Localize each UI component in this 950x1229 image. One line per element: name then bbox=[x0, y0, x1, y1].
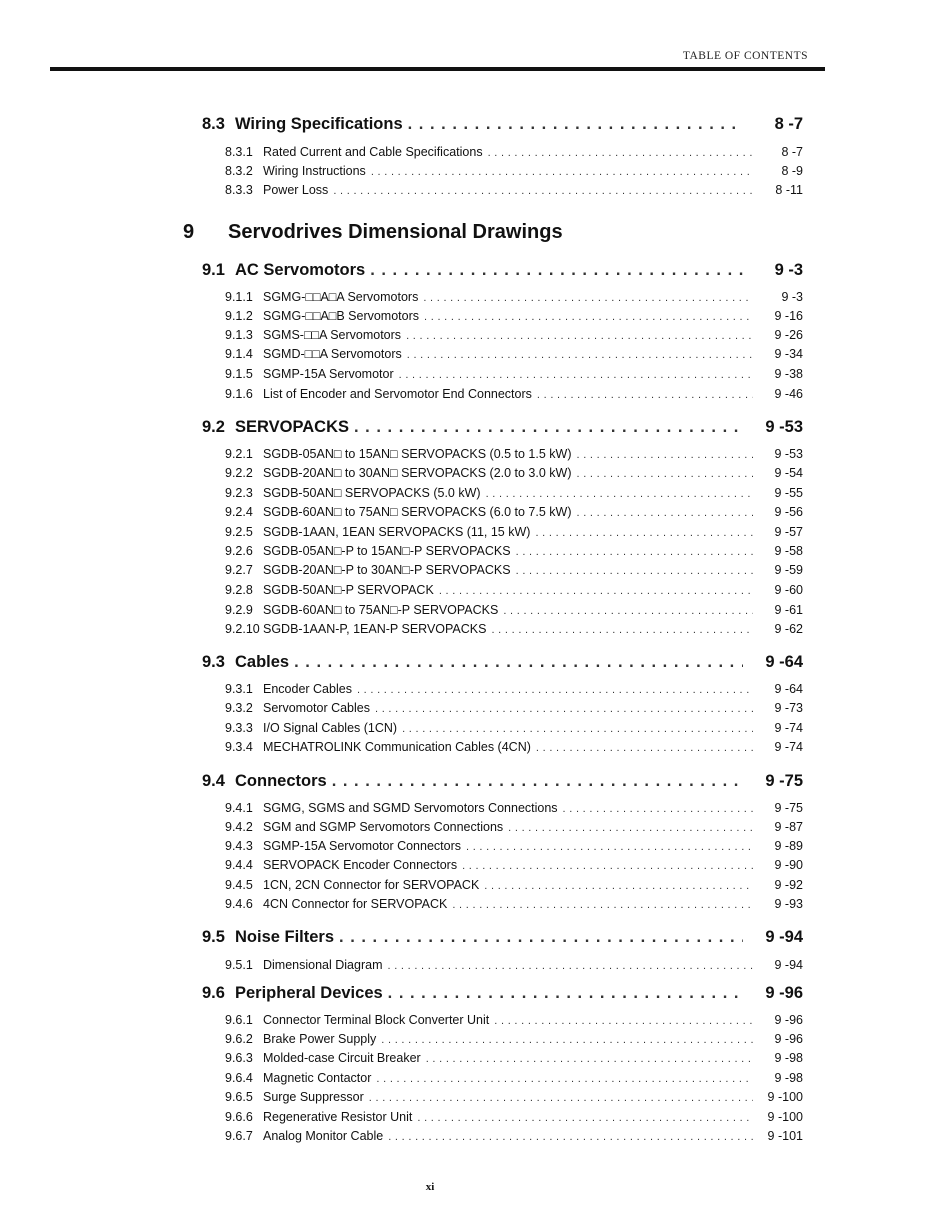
toc-entry-label: SGDB-50AN□ SERVOPACKS (5.0 kW) bbox=[263, 486, 481, 500]
toc-entry-page: 9 -53 bbox=[774, 447, 803, 461]
toc-entry-number: 9.3 bbox=[202, 653, 225, 671]
toc-subsection-entry bbox=[225, 1110, 803, 1124]
toc-entry-page: 9 -75 bbox=[765, 772, 803, 790]
dot-leader bbox=[424, 311, 753, 323]
dot-leader bbox=[577, 449, 754, 461]
toc-subsection-entry bbox=[225, 682, 803, 696]
toc-entry-title bbox=[225, 1090, 369, 1104]
toc-entry-number: 9.6.3 bbox=[225, 1051, 253, 1065]
toc-entry-number: 9.3.3 bbox=[225, 721, 253, 735]
dot-leader bbox=[339, 928, 743, 947]
dot-leader bbox=[426, 1053, 753, 1065]
toc-entry-label: SGMG, SGMS and SGMD Servomotors Connections bbox=[263, 801, 558, 815]
toc-entry-title bbox=[225, 1071, 376, 1085]
dot-leader bbox=[357, 684, 753, 696]
toc-entry-label: SGDB-20AN□ to 30AN□ SERVOPACKS (2.0 to 3.0 kW) bbox=[263, 466, 572, 480]
toc-entry-label: Noise Filters bbox=[235, 928, 335, 946]
toc-entry-number: 9.4.6 bbox=[225, 897, 253, 911]
toc-entry-page: 8 -9 bbox=[781, 164, 803, 178]
toc-entry-label: Brake Power Supply bbox=[263, 1032, 377, 1046]
toc-section-entry bbox=[202, 928, 803, 947]
toc-entry-title bbox=[225, 1013, 494, 1027]
toc-entry-page: 9 -100 bbox=[767, 1110, 803, 1124]
toc-entry-number: 9.4 bbox=[202, 772, 225, 790]
toc-subsection-entry bbox=[225, 387, 803, 401]
toc-subsection-entry bbox=[225, 183, 803, 197]
toc-entry-page: 9 -54 bbox=[774, 466, 803, 480]
toc-entry-label: MECHATROLINK Communication Cables (4CN) bbox=[263, 740, 531, 754]
toc-entry-page: 9 -92 bbox=[774, 878, 803, 892]
dot-leader bbox=[462, 860, 753, 872]
toc-subsection-entry bbox=[225, 1051, 803, 1065]
toc-entry-number: 9.4.4 bbox=[225, 858, 253, 872]
toc-subsection-entry bbox=[225, 1129, 803, 1143]
dot-leader bbox=[536, 742, 753, 754]
toc-entry-number: 9.2 bbox=[202, 418, 225, 436]
toc-entry-title bbox=[225, 839, 466, 853]
toc-subsection-entry bbox=[225, 466, 803, 480]
running-header: TABLE OF CONTENTS bbox=[682, 50, 808, 62]
toc-entry-label: Surge Suppressor bbox=[263, 1090, 364, 1104]
toc-entry-page: 9 -94 bbox=[774, 958, 803, 972]
toc-entry-title bbox=[202, 772, 332, 791]
toc-entry-page: 9 -96 bbox=[774, 1032, 803, 1046]
toc-entry-page: 9 -3 bbox=[774, 261, 803, 279]
toc-entry-page: 9 -57 bbox=[774, 525, 803, 539]
toc-entry-page: 9 -94 bbox=[765, 928, 803, 946]
toc-entry-number: 8.3.2 bbox=[225, 164, 253, 178]
toc-entry-label: SGDB-60AN□ to 75AN□ SERVOPACKS (6.0 to 7.5 kW) bbox=[263, 505, 572, 519]
toc-entry-label: Encoder Cables bbox=[263, 682, 352, 696]
toc-entry-number: 9.4.3 bbox=[225, 839, 253, 853]
toc-entry-page: 9 -34 bbox=[774, 347, 803, 361]
dot-leader bbox=[333, 185, 753, 197]
toc-entry-number: 9.6.1 bbox=[225, 1013, 253, 1027]
toc-subsection-entry bbox=[225, 1071, 803, 1085]
toc-subsection-entry bbox=[225, 290, 803, 304]
toc-entry-label: Connector Terminal Block Converter Unit bbox=[263, 1013, 490, 1027]
toc-entry-page: 9 -26 bbox=[774, 328, 803, 342]
dot-leader bbox=[494, 1015, 753, 1027]
toc-entry-number: 9.6.5 bbox=[225, 1090, 253, 1104]
header-rule bbox=[50, 67, 825, 71]
toc-entry-title bbox=[225, 164, 371, 178]
toc-entry-label: Peripheral Devices bbox=[235, 984, 383, 1002]
toc-subsection-entry bbox=[225, 897, 803, 911]
toc-subsection-entry bbox=[225, 1090, 803, 1104]
dot-leader bbox=[375, 703, 753, 715]
toc-entry-title bbox=[225, 347, 407, 361]
page-number: xi bbox=[425, 1181, 435, 1193]
toc-entry-title bbox=[225, 858, 462, 872]
toc-entry-title bbox=[225, 1129, 388, 1143]
toc-entry-title bbox=[225, 603, 503, 617]
toc-entry-number: 9.1.4 bbox=[225, 347, 253, 361]
dot-leader bbox=[332, 772, 743, 791]
toc-entry-title bbox=[202, 261, 370, 280]
dot-leader bbox=[388, 1131, 753, 1143]
toc-subsection-entry bbox=[225, 164, 803, 178]
toc-entry-number: 9.4.2 bbox=[225, 820, 253, 834]
toc-entry-page: 9 -53 bbox=[765, 418, 803, 436]
dot-leader bbox=[408, 115, 743, 134]
toc-entry-page: 9 -56 bbox=[774, 505, 803, 519]
toc-subsection-entry bbox=[225, 525, 803, 539]
toc-subsection-entry bbox=[225, 145, 803, 159]
toc-entry-title bbox=[225, 486, 486, 500]
dot-leader bbox=[402, 723, 753, 735]
toc-entry-label: SGMD-□□A Servomotors bbox=[263, 347, 402, 361]
toc-entry-page: 9 -62 bbox=[774, 622, 803, 636]
toc-subsection-entry bbox=[225, 544, 803, 558]
dot-leader bbox=[577, 507, 754, 519]
toc-entry-page: 9 -3 bbox=[781, 290, 803, 304]
dot-leader bbox=[491, 624, 753, 636]
toc-entry-page: 9 -58 bbox=[774, 544, 803, 558]
dot-leader bbox=[354, 418, 743, 437]
toc-entry-title bbox=[225, 958, 388, 972]
dot-leader bbox=[376, 1073, 753, 1085]
toc-entry-page: 9 -73 bbox=[774, 701, 803, 715]
dot-leader bbox=[484, 880, 753, 892]
dot-leader bbox=[516, 546, 753, 558]
toc-entry-label: SGDB-05AN□ to 15AN□ SERVOPACKS (0.5 to 1.5 kW) bbox=[263, 447, 572, 461]
toc-entry-label: Cables bbox=[235, 653, 290, 671]
toc-entry-page: 8 -11 bbox=[775, 183, 803, 197]
toc-subsection-entry bbox=[225, 505, 803, 519]
toc-entry-title bbox=[202, 928, 339, 947]
toc-entry-page: 9 -98 bbox=[774, 1051, 803, 1065]
toc-entry-number: 9.2.10 bbox=[225, 622, 260, 636]
toc-subsection-entry bbox=[225, 721, 803, 735]
dot-leader bbox=[439, 585, 753, 597]
dot-leader bbox=[503, 605, 753, 617]
dot-leader bbox=[399, 369, 753, 381]
toc-entry-title bbox=[202, 115, 408, 134]
toc-entry-number: 9.2.9 bbox=[225, 603, 253, 617]
chapter-heading bbox=[183, 221, 563, 244]
toc-entry-page: 9 -89 bbox=[774, 839, 803, 853]
toc-subsection-entry bbox=[225, 622, 803, 636]
dot-leader bbox=[423, 292, 753, 304]
toc-entry-title bbox=[225, 801, 563, 815]
toc-entry-label: 1CN, 2CN Connector for SERVOPACK bbox=[263, 878, 480, 892]
toc-entry-number: 9.3.1 bbox=[225, 682, 253, 696]
toc-entry-label: Analog Monitor Cable bbox=[263, 1129, 384, 1143]
toc-entry-number: 9.3.4 bbox=[225, 740, 253, 754]
toc-entry-title bbox=[202, 984, 388, 1003]
toc-entry-page: 9 -90 bbox=[774, 858, 803, 872]
toc-entry-number: 9.4.5 bbox=[225, 878, 253, 892]
toc-entry-page: 9 -75 bbox=[774, 801, 803, 815]
dot-leader bbox=[577, 468, 754, 480]
toc-section-entry bbox=[202, 418, 803, 437]
toc-entry-label: AC Servomotors bbox=[235, 261, 366, 279]
toc-entry-label: SGDB-50AN□-P SERVOPACK bbox=[263, 583, 434, 597]
dot-leader bbox=[381, 1034, 753, 1046]
dot-leader bbox=[371, 166, 753, 178]
toc-entry-number: 8.3.1 bbox=[225, 145, 253, 159]
toc-entry-page: 9 -46 bbox=[774, 387, 803, 401]
toc-entry-page: 9 -38 bbox=[774, 367, 803, 381]
toc-entry-title bbox=[225, 583, 439, 597]
toc-entry-title bbox=[202, 653, 294, 672]
toc-entry-number: 8.3.3 bbox=[225, 183, 253, 197]
toc-subsection-entry bbox=[225, 1032, 803, 1046]
toc-entry-title bbox=[225, 701, 375, 715]
dot-leader bbox=[516, 565, 753, 577]
toc-entry-page: 9 -96 bbox=[774, 1013, 803, 1027]
toc-entry-label: SGDB-05AN□-P to 15AN□-P SERVOPACKS bbox=[263, 544, 511, 558]
toc-entry-page: 9 -96 bbox=[765, 984, 803, 1002]
toc-entry-title bbox=[225, 897, 452, 911]
toc-entry-title bbox=[225, 145, 488, 159]
toc-entry-title bbox=[225, 290, 423, 304]
toc-entry-page: 9 -60 bbox=[774, 583, 803, 597]
toc-entry-label: Regenerative Resistor Unit bbox=[263, 1110, 413, 1124]
dot-leader bbox=[388, 984, 743, 1003]
toc-entry-number: 9.2.4 bbox=[225, 505, 253, 519]
toc-entry-page: 9 -74 bbox=[774, 740, 803, 754]
toc-entry-label: SGMP-15A Servomotor Connectors bbox=[263, 839, 461, 853]
toc-entry-label: Power Loss bbox=[263, 183, 329, 197]
toc-section-entry bbox=[202, 261, 803, 280]
toc-entry-title bbox=[225, 328, 406, 342]
toc-subsection-entry bbox=[225, 328, 803, 342]
dot-leader bbox=[370, 261, 743, 280]
toc-subsection-entry bbox=[225, 858, 803, 872]
toc-entry-number: 9.1 bbox=[202, 261, 225, 279]
toc-entry-label: Wiring Instructions bbox=[263, 164, 366, 178]
toc-entry-title bbox=[225, 820, 508, 834]
toc-entry-label: 4CN Connector for SERVOPACK bbox=[263, 897, 448, 911]
toc-entry-page: 9 -100 bbox=[767, 1090, 803, 1104]
chapter-title: Servodrives Dimensional Drawings bbox=[228, 221, 563, 243]
toc-entry-label: Wiring Specifications bbox=[235, 115, 403, 133]
toc-subsection-entry bbox=[225, 347, 803, 361]
dot-leader bbox=[486, 488, 753, 500]
toc-entry-number: 9.6.6 bbox=[225, 1110, 253, 1124]
toc-entry-page: 9 -74 bbox=[774, 721, 803, 735]
toc-subsection-entry bbox=[225, 839, 803, 853]
toc-subsection-entry bbox=[225, 447, 803, 461]
toc-entry-page: 9 -16 bbox=[774, 309, 803, 323]
toc-entry-number: 9.5.1 bbox=[225, 958, 253, 972]
dot-leader bbox=[417, 1112, 753, 1124]
toc-entry-label: SGMG-□□A□B Servomotors bbox=[263, 309, 420, 323]
toc-subsection-entry bbox=[225, 1013, 803, 1027]
toc-entry-label: SGMP-15A Servomotor bbox=[263, 367, 394, 381]
toc-entry-page: 9 -64 bbox=[774, 682, 803, 696]
dot-leader bbox=[294, 653, 743, 672]
toc-entry-title bbox=[225, 447, 577, 461]
toc-subsection-entry bbox=[225, 603, 803, 617]
toc-entry-number: 9.2.1 bbox=[225, 447, 253, 461]
toc-entry-label: SGDB-1AAN, 1EAN SERVOPACKS (11, 15 kW) bbox=[263, 525, 531, 539]
toc-entry-number: 9.6.4 bbox=[225, 1071, 253, 1085]
toc-entry-number: 9.2.7 bbox=[225, 563, 253, 577]
toc-subsection-entry bbox=[225, 701, 803, 715]
toc-entry-label: I/O Signal Cables (1CN) bbox=[263, 721, 398, 735]
toc-section-entry bbox=[202, 772, 803, 791]
dot-leader bbox=[537, 389, 753, 401]
toc-subsection-entry bbox=[225, 740, 803, 754]
toc-entry-title bbox=[225, 878, 484, 892]
toc-entry-number: 9.2.6 bbox=[225, 544, 253, 558]
toc-entry-title bbox=[225, 183, 333, 197]
toc-entry-number: 9.2.8 bbox=[225, 583, 253, 597]
toc-subsection-entry bbox=[225, 563, 803, 577]
toc-entry-number: 9.6 bbox=[202, 984, 225, 1002]
toc-subsection-entry bbox=[225, 958, 803, 972]
toc-entry-label: Magnetic Contactor bbox=[263, 1071, 372, 1085]
toc-entry-number: 9.6.7 bbox=[225, 1129, 253, 1143]
toc-entry-title bbox=[225, 721, 402, 735]
toc-entry-title bbox=[225, 740, 536, 754]
toc-entry-title bbox=[225, 505, 577, 519]
dot-leader bbox=[388, 960, 754, 972]
dot-leader bbox=[563, 803, 753, 815]
toc-entry-title bbox=[225, 682, 357, 696]
toc-entry-page: 9 -59 bbox=[774, 563, 803, 577]
toc-entry-number: 8.3 bbox=[202, 115, 225, 133]
toc-entry-page: 9 -61 bbox=[774, 603, 803, 617]
toc-entry-title bbox=[225, 622, 491, 636]
toc-entry-label: Molded-case Circuit Breaker bbox=[263, 1051, 421, 1065]
toc-entry-label: SERVOPACK Encoder Connectors bbox=[263, 858, 458, 872]
toc-entry-number: 9.1.6 bbox=[225, 387, 253, 401]
toc-entry-number: 9.2.2 bbox=[225, 466, 253, 480]
toc-entry-title bbox=[225, 309, 424, 323]
toc-entry-title bbox=[225, 1032, 381, 1046]
toc-entry-title bbox=[225, 387, 537, 401]
toc-entry-number: 9.5 bbox=[202, 928, 225, 946]
toc-entry-label: List of Encoder and Servomotor End Connectors bbox=[263, 387, 532, 401]
toc-section-entry bbox=[202, 653, 803, 672]
toc-subsection-entry bbox=[225, 820, 803, 834]
toc-entry-title bbox=[225, 367, 399, 381]
toc-entry-label: SGDB-60AN□ to 75AN□-P SERVOPACKS bbox=[263, 603, 499, 617]
toc-entry-label: Dimensional Diagram bbox=[263, 958, 383, 972]
toc-entry-number: 9.4.1 bbox=[225, 801, 253, 815]
toc-entry-label: SGDB-1AAN-P, 1EAN-P SERVOPACKS bbox=[263, 622, 487, 636]
toc-entry-number: 9.3.2 bbox=[225, 701, 253, 715]
toc-subsection-entry bbox=[225, 309, 803, 323]
dot-leader bbox=[466, 841, 753, 853]
toc-entry-page: 8 -7 bbox=[774, 115, 803, 133]
toc-entry-label: Rated Current and Cable Specifications bbox=[263, 145, 483, 159]
toc-entry-title bbox=[225, 525, 535, 539]
toc-subsection-entry bbox=[225, 367, 803, 381]
toc-entry-label: SGMS-□□A Servomotors bbox=[263, 328, 402, 342]
toc-entry-title bbox=[225, 1110, 417, 1124]
toc-entry-label: SGMG-□□A□A Servomotors bbox=[263, 290, 419, 304]
toc-entry-number: 9.2.3 bbox=[225, 486, 253, 500]
toc-entry-page: 9 -93 bbox=[774, 897, 803, 911]
dot-leader bbox=[508, 822, 753, 834]
dot-leader bbox=[407, 349, 753, 361]
toc-entry-title bbox=[225, 466, 577, 480]
toc-entry-number: 9.1.5 bbox=[225, 367, 253, 381]
toc-section-entry bbox=[202, 115, 803, 134]
dot-leader bbox=[488, 147, 753, 159]
toc-subsection-entry bbox=[225, 801, 803, 815]
toc-entry-number: 9.2.5 bbox=[225, 525, 253, 539]
toc-entry-label: Connectors bbox=[235, 772, 327, 790]
toc-entry-page: 9 -55 bbox=[774, 486, 803, 500]
toc-entry-label: Servomotor Cables bbox=[263, 701, 370, 715]
dot-leader bbox=[452, 899, 753, 911]
toc-entry-number: 9.6.2 bbox=[225, 1032, 253, 1046]
dot-leader bbox=[535, 527, 753, 539]
dot-leader bbox=[406, 330, 753, 342]
toc-entry-page: 9 -87 bbox=[774, 820, 803, 834]
toc-entry-title bbox=[225, 1051, 426, 1065]
toc-entry-title bbox=[225, 563, 516, 577]
toc-entry-number: 9.1.2 bbox=[225, 309, 253, 323]
toc-entry-page: 9 -98 bbox=[774, 1071, 803, 1085]
toc-entry-label: SERVOPACKS bbox=[235, 418, 350, 436]
toc-subsection-entry bbox=[225, 878, 803, 892]
toc-entry-page: 9 -64 bbox=[765, 653, 803, 671]
toc-entry-title bbox=[225, 544, 516, 558]
toc-entry-page: 9 -101 bbox=[767, 1129, 803, 1143]
toc-entry-label: SGM and SGMP Servomotors Connections bbox=[263, 820, 504, 834]
toc-subsection-entry bbox=[225, 486, 803, 500]
chapter-number: 9 bbox=[183, 221, 195, 243]
dot-leader bbox=[369, 1092, 753, 1104]
toc-entry-number: 9.1.3 bbox=[225, 328, 253, 342]
toc-entry-number: 9.1.1 bbox=[225, 290, 253, 304]
toc-subsection-entry bbox=[225, 583, 803, 597]
toc-entry-title bbox=[202, 418, 354, 437]
toc-entry-label: SGDB-20AN□-P to 30AN□-P SERVOPACKS bbox=[263, 563, 511, 577]
toc-entry-page: 8 -7 bbox=[781, 145, 803, 159]
toc-section-entry bbox=[202, 984, 803, 1003]
